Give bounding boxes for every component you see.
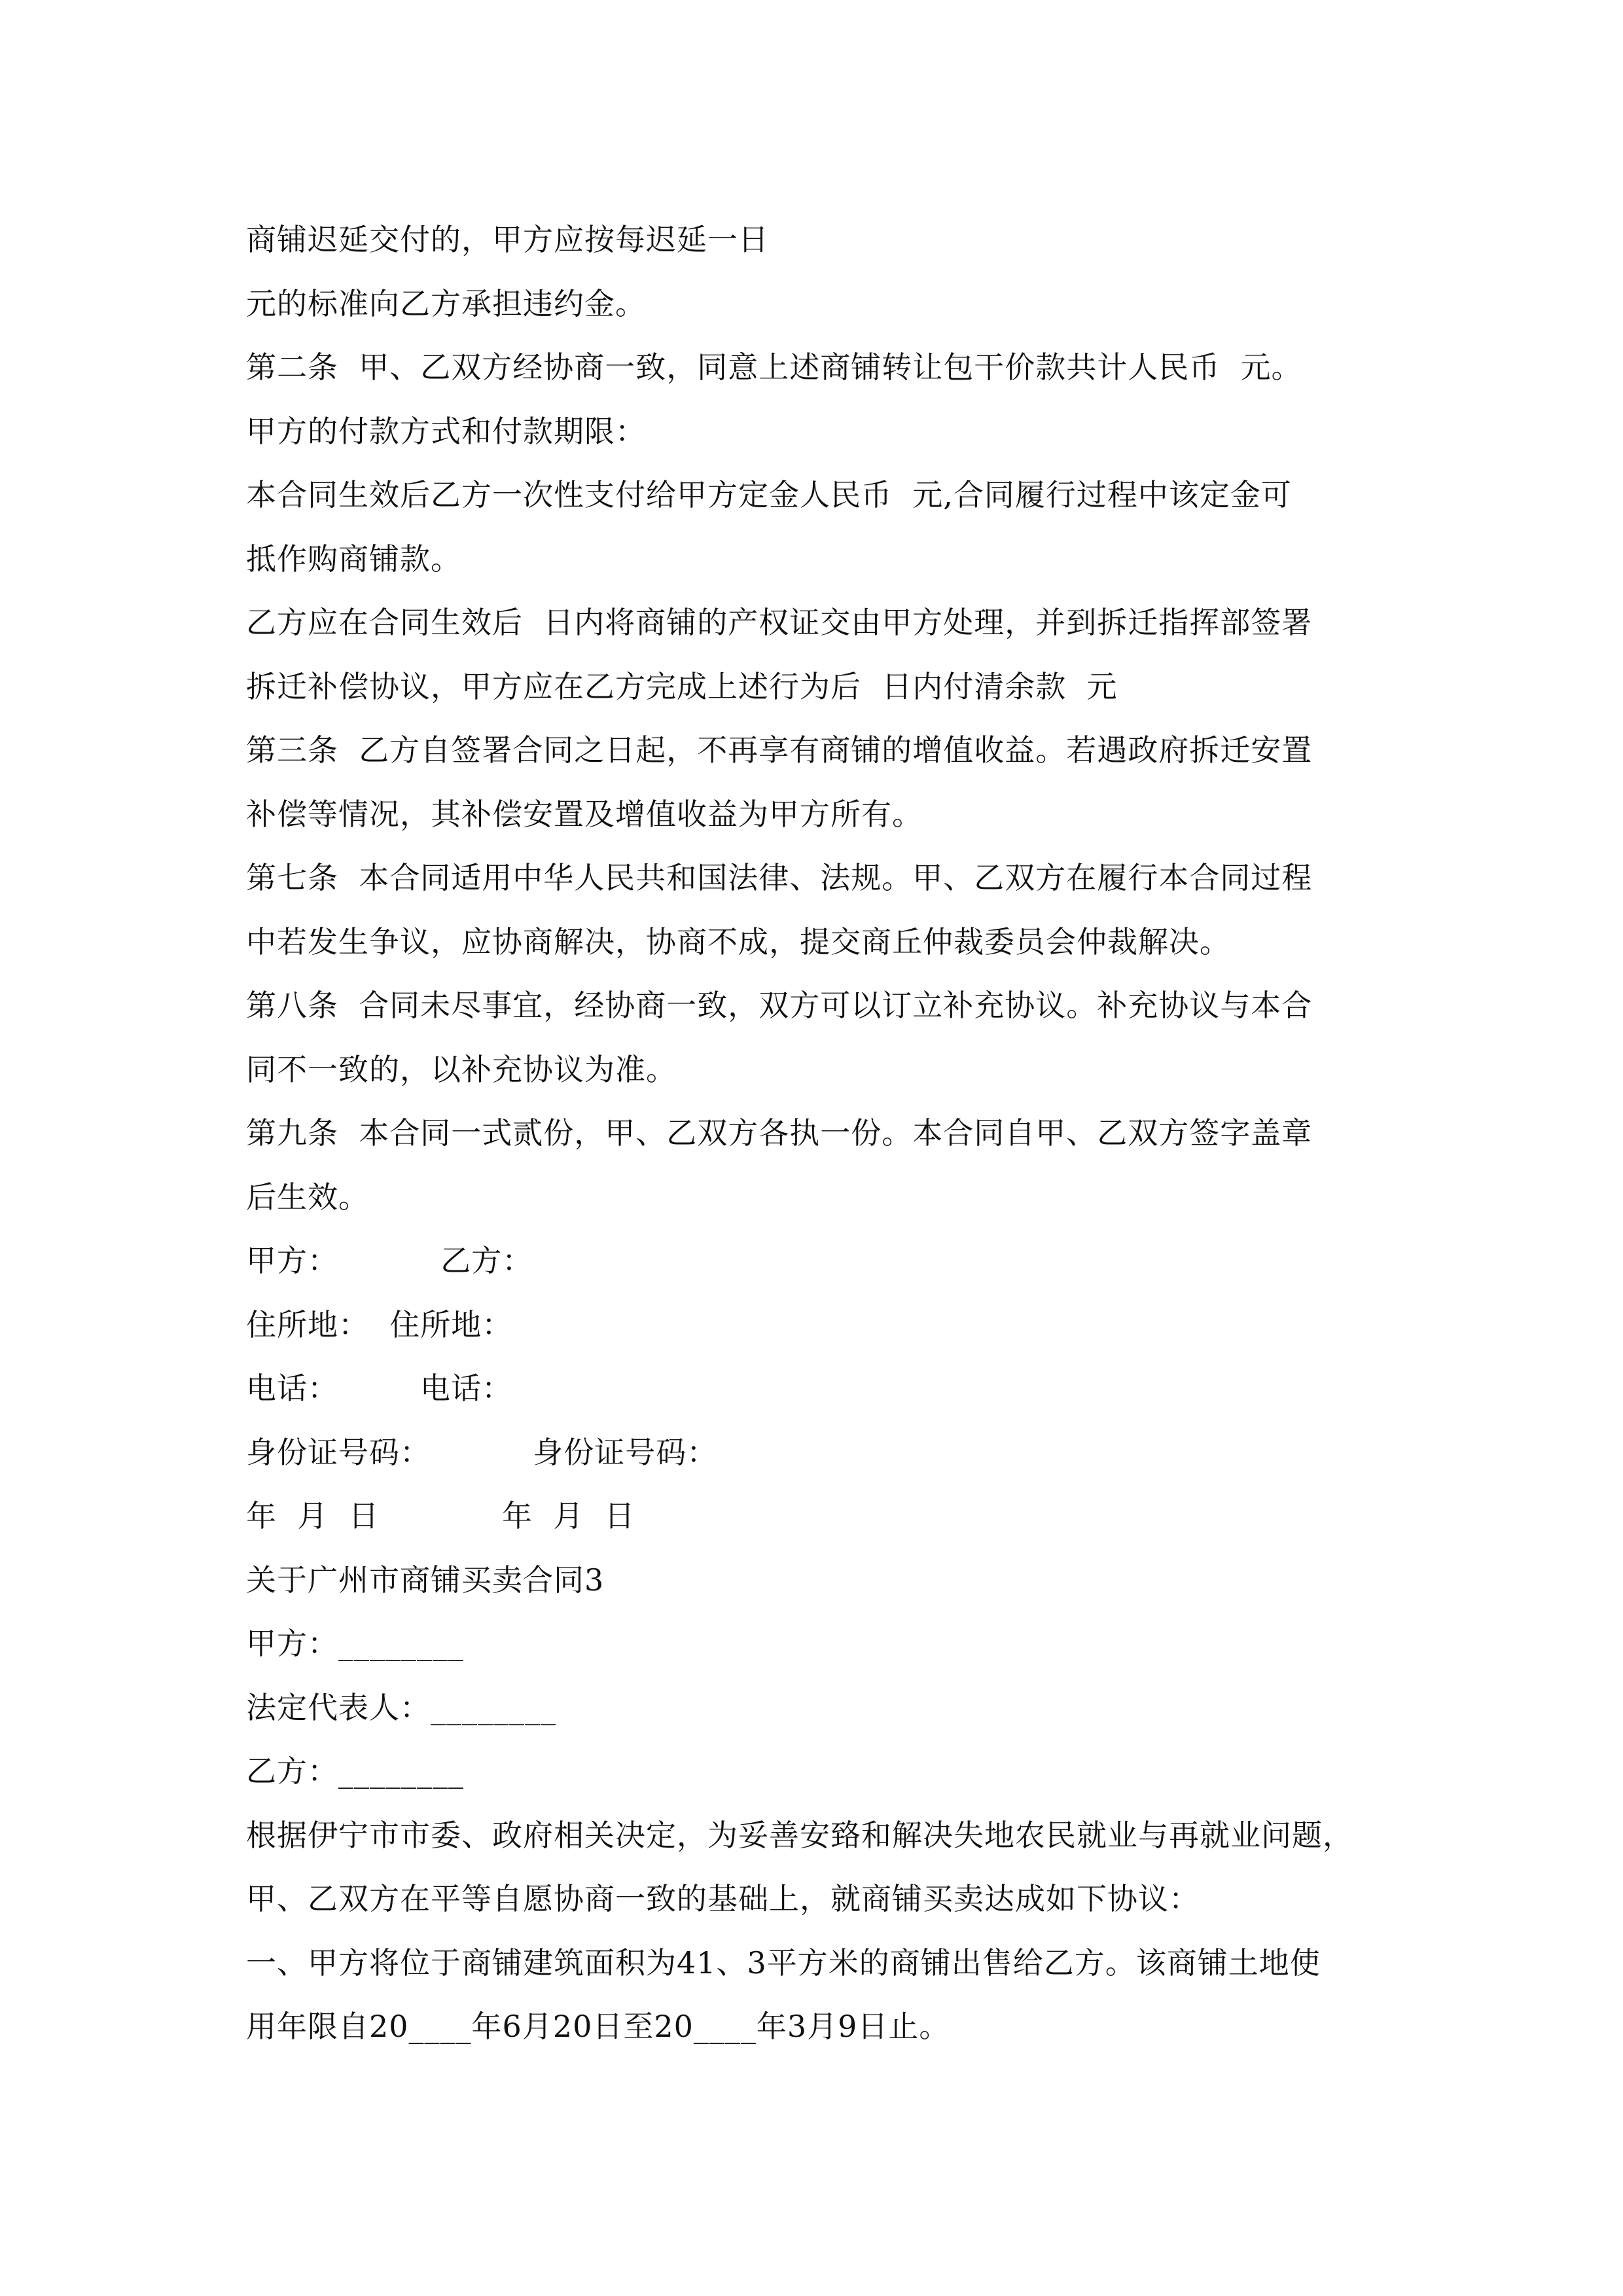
text-line: 后生效。: [246, 1179, 369, 1215]
text-line: 一、甲方将位于商铺建筑面积为41、3平方米的商铺出售给乙方。该商铺土地使: [246, 1945, 1321, 1981]
document-body: [246, 208, 1385, 2059]
party-a-field: 甲方：________: [246, 1626, 464, 1661]
signature-id-line: 身份证号码： 身份证号码：: [246, 1434, 718, 1470]
text-line: 第二条 甲、乙双方经协商一致，同意上述商铺转让包干价款共计人民币 元。: [246, 350, 1302, 385]
text-line: 第八条 合同未尽事宜，经协商一致，双方可以订立补充协议。补充协议与本合: [246, 988, 1313, 1023]
text-line: 乙方应在合同生效后 日内将商铺的产权证交由甲方处理，并到拆迁指挥部签署: [246, 605, 1313, 640]
text-line: 中若发生争议，应协商解决，协商不成，提交商丘仲裁委员会仲裁解决。: [246, 924, 1230, 960]
text-line: 甲、乙双方在平等自愿协商一致的基础上，就商铺买卖达成如下协议：: [246, 1881, 1200, 1916]
text-line: 同不一致的，以补充协议为准。: [246, 1051, 677, 1087]
text-line: 用年限自20____年6月20日至20____年3月9日止。: [246, 2009, 950, 2044]
text-line: 拆迁补偿协议，甲方应在乙方完成上述行为后 日内付清余款 元: [246, 668, 1118, 704]
party-b-field: 乙方：________: [246, 1753, 464, 1789]
signature-party-line: 甲方： 乙方：: [246, 1243, 533, 1278]
text-line: 第三条 乙方自签署合同之日起，不再享有商铺的增值收益。若遇政府拆迁安置: [246, 732, 1313, 768]
text-line: 甲方的付款方式和付款期限：: [246, 413, 646, 449]
text-line: 本合同生效后乙方一次性支付给甲方定金人民币 元,合同履行过程中该定金可: [246, 477, 1292, 512]
text-line: 补偿等情况，其补偿安置及增值收益为甲方所有。: [246, 796, 923, 832]
text-line: 抵作购商铺款。: [246, 541, 461, 577]
text-line: 元的标准向乙方承担违约金。: [246, 285, 646, 321]
legal-representative-field: 法定代表人：________: [246, 1689, 556, 1725]
text-line: 根据伊宁市市委、政府相关决定，为妥善安臵和解决失地农民就业与再就业问题，: [246, 1817, 1353, 1853]
text-line: 第七条 本合同适用中华人民共和国法律、法规。甲、乙双方在履行本合同过程: [246, 860, 1313, 895]
text-line: 第九条 本合同一式贰份，甲、乙双方各执一份。本合同自甲、乙双方签字盖章: [246, 1115, 1313, 1151]
signature-phone-line: 电话： 电话：: [246, 1371, 512, 1406]
text-line: 商铺迟延交付的，甲方应按每迟延一日: [246, 222, 769, 257]
contract-title: 关于广州市商铺买卖合同3: [246, 1562, 605, 1598]
signature-date-line: 年 月 日 年 月 日: [246, 1498, 635, 1534]
signature-address-line: 住所地： 住所地：: [246, 1306, 513, 1342]
